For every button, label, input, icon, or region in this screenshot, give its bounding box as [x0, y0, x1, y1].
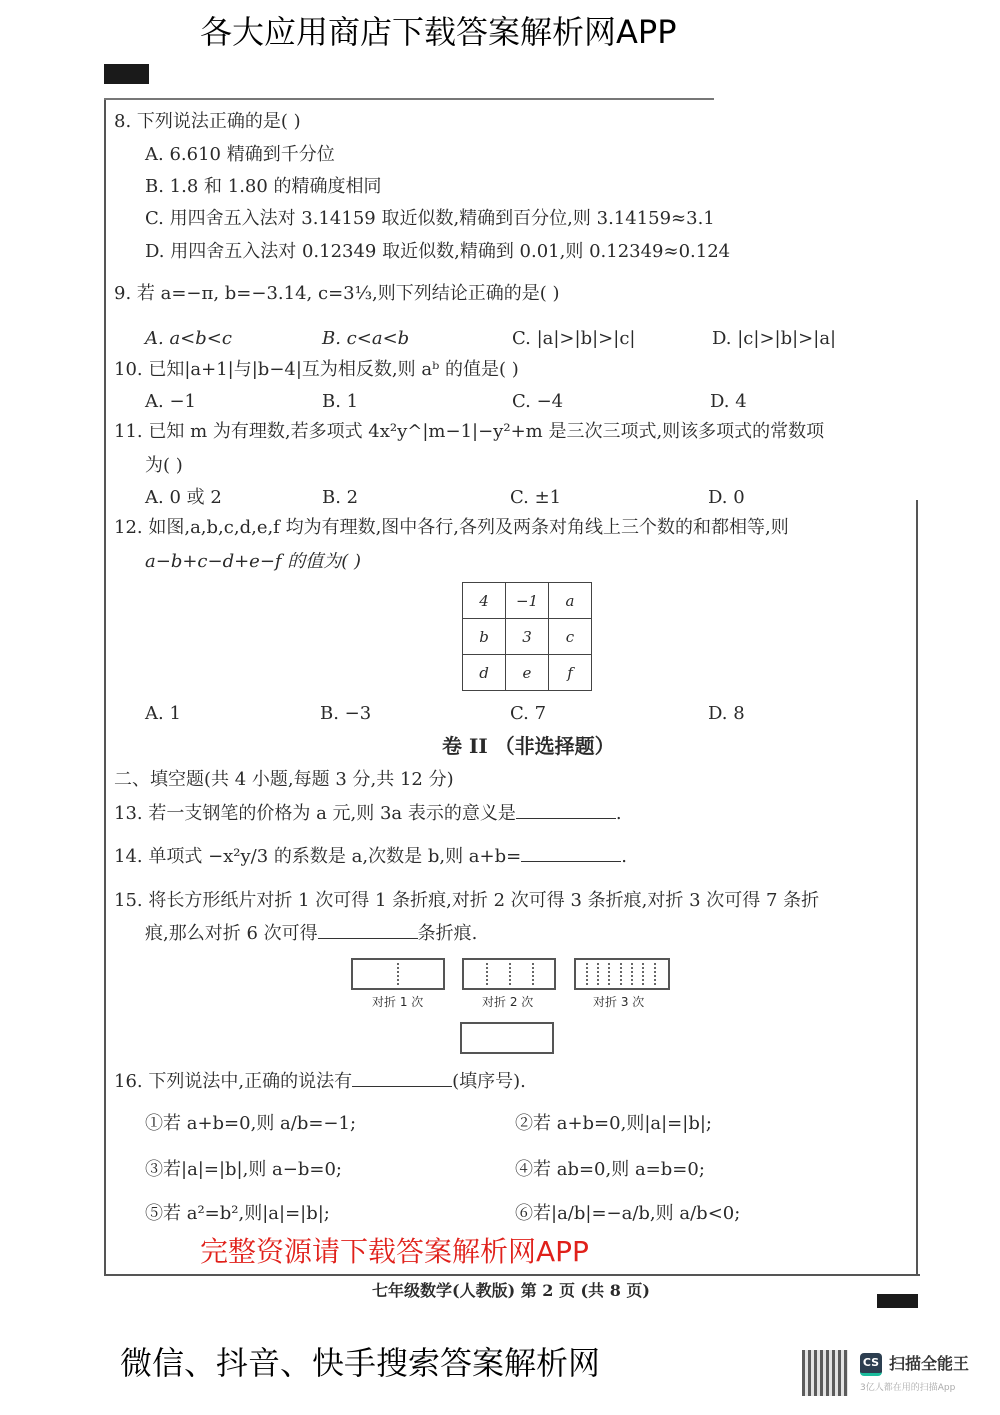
camscanner-logo: CS: [860, 1353, 882, 1376]
q13-end: .: [615, 803, 622, 824]
question-14: [114, 845, 627, 869]
q12-option-c: C. 7: [510, 703, 547, 724]
answer-blank[interactable]: [318, 922, 418, 939]
q11-option-b: B. 2: [322, 487, 359, 508]
watermark-1: 各大应用商店下载答案解析网APP: [200, 13, 677, 51]
grid-cell: e: [506, 655, 549, 691]
q15-text-2: 痕,那么对折 6 次可得: [145, 923, 318, 944]
scanner-slogan: 3亿人都在用的扫描App: [860, 1383, 956, 1393]
answer-blank[interactable]: [516, 802, 616, 819]
q16-item-5: ⑤若 a²=b²,则|a|=|b|;: [145, 1203, 330, 1224]
grid-cell: 4: [463, 583, 506, 619]
part-2-heading: 卷 II （非选择题）: [442, 734, 615, 758]
registration-mark-top: [104, 64, 149, 84]
q9-option-b: B. c<a<b: [322, 328, 410, 349]
q12-stem-2: a−b+c−d+e−f 的值为( ): [145, 551, 362, 572]
q12-option-d: D. 8: [708, 703, 745, 724]
frame-right: [916, 500, 918, 1274]
q12-stem: 12. 如图,a,b,c,d,e,f 均为有理数,图中各行,各列及两条对角线上三个数的和都相等,则: [114, 517, 789, 538]
grid-cell: d: [463, 655, 506, 691]
q11-option-a: A. 0 或 2: [145, 487, 222, 508]
grid-cell: 3: [506, 619, 549, 655]
qr-code: [802, 1350, 848, 1396]
watermark-3: 微信、抖音、快手搜索答案解析网: [120, 1344, 601, 1382]
q10-option-b: B. 1: [322, 391, 359, 412]
q9-option-d: D. |c|>|b|>|a|: [712, 328, 837, 349]
section-2-heading: 二、填空题(共 4 小题,每题 3 分,共 12 分): [114, 769, 454, 790]
q16-text: 16. 下列说法中,正确的说法有: [114, 1071, 353, 1092]
page-footer: 七年级数学(人教版) 第 2 页 (共 8 页): [372, 1281, 650, 1300]
fold-figure-3: [574, 958, 670, 990]
q8-option-a: A. 6.610 精确到千分位: [145, 144, 335, 165]
q15-text: 15. 将长方形纸片对折 1 次可得 1 条折痕,对折 2 次可得 3 条折痕,对折 3 次可得 7 条折: [114, 890, 820, 911]
q9-option-c: C. |a|>|b|>|c|: [512, 328, 636, 349]
q16-item-3: ③若|a|=|b|,则 a−b=0;: [145, 1159, 342, 1180]
q16-end: (填序号).: [452, 1071, 526, 1092]
q14-text: 14. 单项式 −x²y/3 的系数是 a,次数是 b,则 a+b=: [114, 846, 522, 867]
fold-figure-1: [351, 958, 445, 990]
scanner-name: 扫描全能王: [889, 1354, 970, 1373]
q10-option-d: D. 4: [710, 391, 747, 412]
q10-option-c: C. −4: [512, 391, 564, 412]
frame-top: [104, 98, 714, 100]
q16-item-6: ⑥若|a/b|=−a/b,则 a/b<0;: [515, 1203, 741, 1224]
fold-figure-blank: [460, 1022, 554, 1054]
grid-cell: −1: [506, 583, 549, 619]
q9-stem: 9. 若 a=−π, b=−3.14, c=3⅓,则下列结论正确的是( ): [114, 283, 560, 304]
q11-option-d: D. 0: [708, 487, 745, 508]
q10-stem: 10. 已知|a+1|与|b−4|互为相反数,则 aᵇ 的值是( ): [114, 359, 519, 380]
question-13: [114, 802, 622, 826]
q9-option-a: A. a<b<c: [145, 328, 232, 349]
magic-square-grid: [462, 582, 592, 691]
q16-item-1: ①若 a+b=0,则 a/b=−1;: [145, 1113, 357, 1134]
q10-option-a: A. −1: [145, 391, 196, 412]
q14-end: .: [621, 846, 627, 867]
fold-figure-2: [462, 958, 556, 990]
watermark-2: 完整资源请下载答案解析网APP: [200, 1235, 589, 1268]
q16-item-4: ④若 ab=0,则 a=b=0;: [515, 1159, 705, 1180]
q8-option-c: C. 用四舍五入法对 3.14159 取近似数,精确到百分位,则 3.14159≈3.1: [145, 208, 715, 229]
q11-stem-2: 为( ): [145, 455, 183, 476]
registration-mark-bottom: [877, 1294, 918, 1308]
q13-text: 13. 若一支钢笔的价格为 a 元,则 3a 表示的意义是: [114, 803, 516, 824]
q16-item-2: ②若 a+b=0,则|a|=|b|;: [515, 1113, 712, 1134]
q8-stem: 8. 下列说法正确的是( ): [114, 111, 301, 132]
q15-end: 条折痕.: [417, 923, 478, 944]
grid-cell: a: [549, 583, 592, 619]
q11-option-c: C. ±1: [510, 487, 562, 508]
fold-caption-1: 对折 1 次: [372, 995, 424, 1009]
grid-cell: b: [463, 619, 506, 655]
fold-caption-3: 对折 3 次: [593, 995, 645, 1009]
q8-option-b: B. 1.8 和 1.80 的精确度相同: [145, 176, 382, 197]
q11-stem: 11. 已知 m 为有理数,若多项式 4x²y^|m−1|−y²+m 是三次三项式,则该多项式的常数项: [114, 421, 825, 442]
q12-option-a: A. 1: [145, 703, 181, 724]
grid-cell: f: [549, 655, 592, 691]
q12-option-b: B. −3: [320, 703, 372, 724]
grid-cell: c: [549, 619, 592, 655]
q8-option-d: D. 用四舍五入法对 0.12349 取近似数,精确到 0.01,则 0.12349≈0.124: [145, 241, 731, 262]
fold-caption-2: 对折 2 次: [482, 995, 534, 1009]
answer-blank[interactable]: [521, 845, 621, 862]
answer-blank[interactable]: [352, 1070, 452, 1087]
